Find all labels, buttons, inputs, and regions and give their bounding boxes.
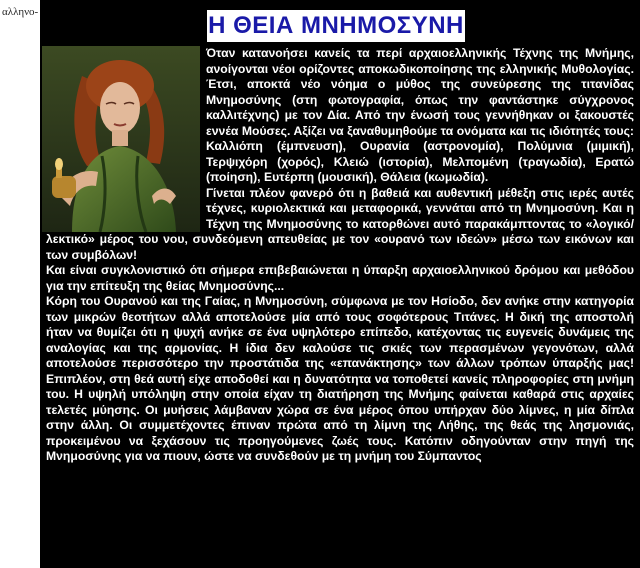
article-title: Η ΘΕΙΑ ΜΝΗΜΟΣΥΝΗ [208,12,464,39]
paragraph-4: Κόρη του Ουρανού και της Γαίας, η Μνημοσύνη, σύμφωνα με τον Ησίοδο, δεν ανήκε στην κατηγορία των μικρών θεοτήτων αλλά αποτελούσε μία από τους σοφότερους Τιτάνες. Η δική της αποστολή ήταν να θυμίζει ότι η ψυχή ανήκε σε ένα υψηλότερο επίπεδο, κατέχοντας τις ευγενείς δυνάμεις της αναλογίας και της αρμονίας. Η ίδια δεν καλούσε τις σκιές των περασμένων γεγονότων, αλλά αποτελούσε περισσότερο την προστάτιδα της «επανάκτησης» των άλλων τρόπων ύπαρξής μας! Επιπλέον, στη θεά αυτή είχε αποδοθεί και η δυνατότητα να τοποθετεί κανείς πληροφορίες στη μνήμη του. Η υψηλή υπόληψη στην οποία είχαν τη διατήρηση της Μνήμης φαίνεται καθαρά στις αρχαίες τελετές μύησης. Οι μυήσεις λάμβαναν χώρα σε ένα μέρος όπου υπήρχαν δύο λίμνες, η μία δίπλα στην άλλη. Οι συμμετέχοντες έπιναν πρώτα από τη λίμνη της Λήθης, της θεάς της λησμονιάς, προκειμένου να ξεχάσουν τις προηγούμενες ζωές τους. Κατόπιν οδηγούνταν στην πηγή της Μνημοσύνης για να πιουν, ώστε να συνδεθούν με τη μνήμη του Σύμπαντος [46,294,634,463]
paragraph-2: Γίνεται πλέον φανερό ότι η βαθειά και αυθεντική μέθεξη στις ιερές αυτές τέχνες, κυριολεκτικά και μεταφορικά, γεννάται από τη Μνημοσύνη. Και η Τέχνη της Μνημοσύνης το κατορθώνει αυτό παρακάμπτοντας το «λογικό/λεκτικό» μέρος του νου, συνδεόμενη απευθείας με τον «ουρανό των ιδεών» μέσω των εικόνων και των συμβόλων! [46,185,634,262]
title-banner [205,8,467,44]
paragraph-1: Όταν κατανοήσει κανείς τα περί αρχαιοελληνικής Τέχνης της Μνήμης, ανοίγονται νέοι ορίζοντες αποκωδικοποίησης της ελληνικής Μυθολογίας. Έτσι, αποκτά νέο νόημα ο μύθος της συνεύρεσης της τιτανίδας Μνημοσύνης (στη φωτογραφία, όπως την φαντάστηκε σύγχρονος καλλιτέχνης) με τον Δία. Από την ένωσή τους γεννήθηκαν οι ξακουστές εννέα Μούσες. Αξίζει να ξαναθυμηθούμε τα ονόματα και τις ιδιότητές τους: Καλλιόπη (έμπνευση), Ουρανία (αστρονομία), Πολύμνια (μιμική), Τερψιχόρη (χορός), Κλειώ (ιστορία), Μελπομένη (τραγωδία), Ερατώ (ποίηση), Ευτέρπη (μουσική), Θάλεια (κωμωδία). [206,46,634,184]
paragraph-3: Και είναι συγκλονιστικό ότι σήμερα επιβεβαιώνεται η ύπαρξη αρχαιοελληνικού δρόμου και μεθόδου για την επίτευξη της θείας Μνημοσύνης... [46,263,634,293]
article-box [40,0,640,568]
adjacent-page-snippet: αλληνο- [2,6,39,18]
adjacent-page-margin [0,0,40,568]
article-body [46,46,634,465]
